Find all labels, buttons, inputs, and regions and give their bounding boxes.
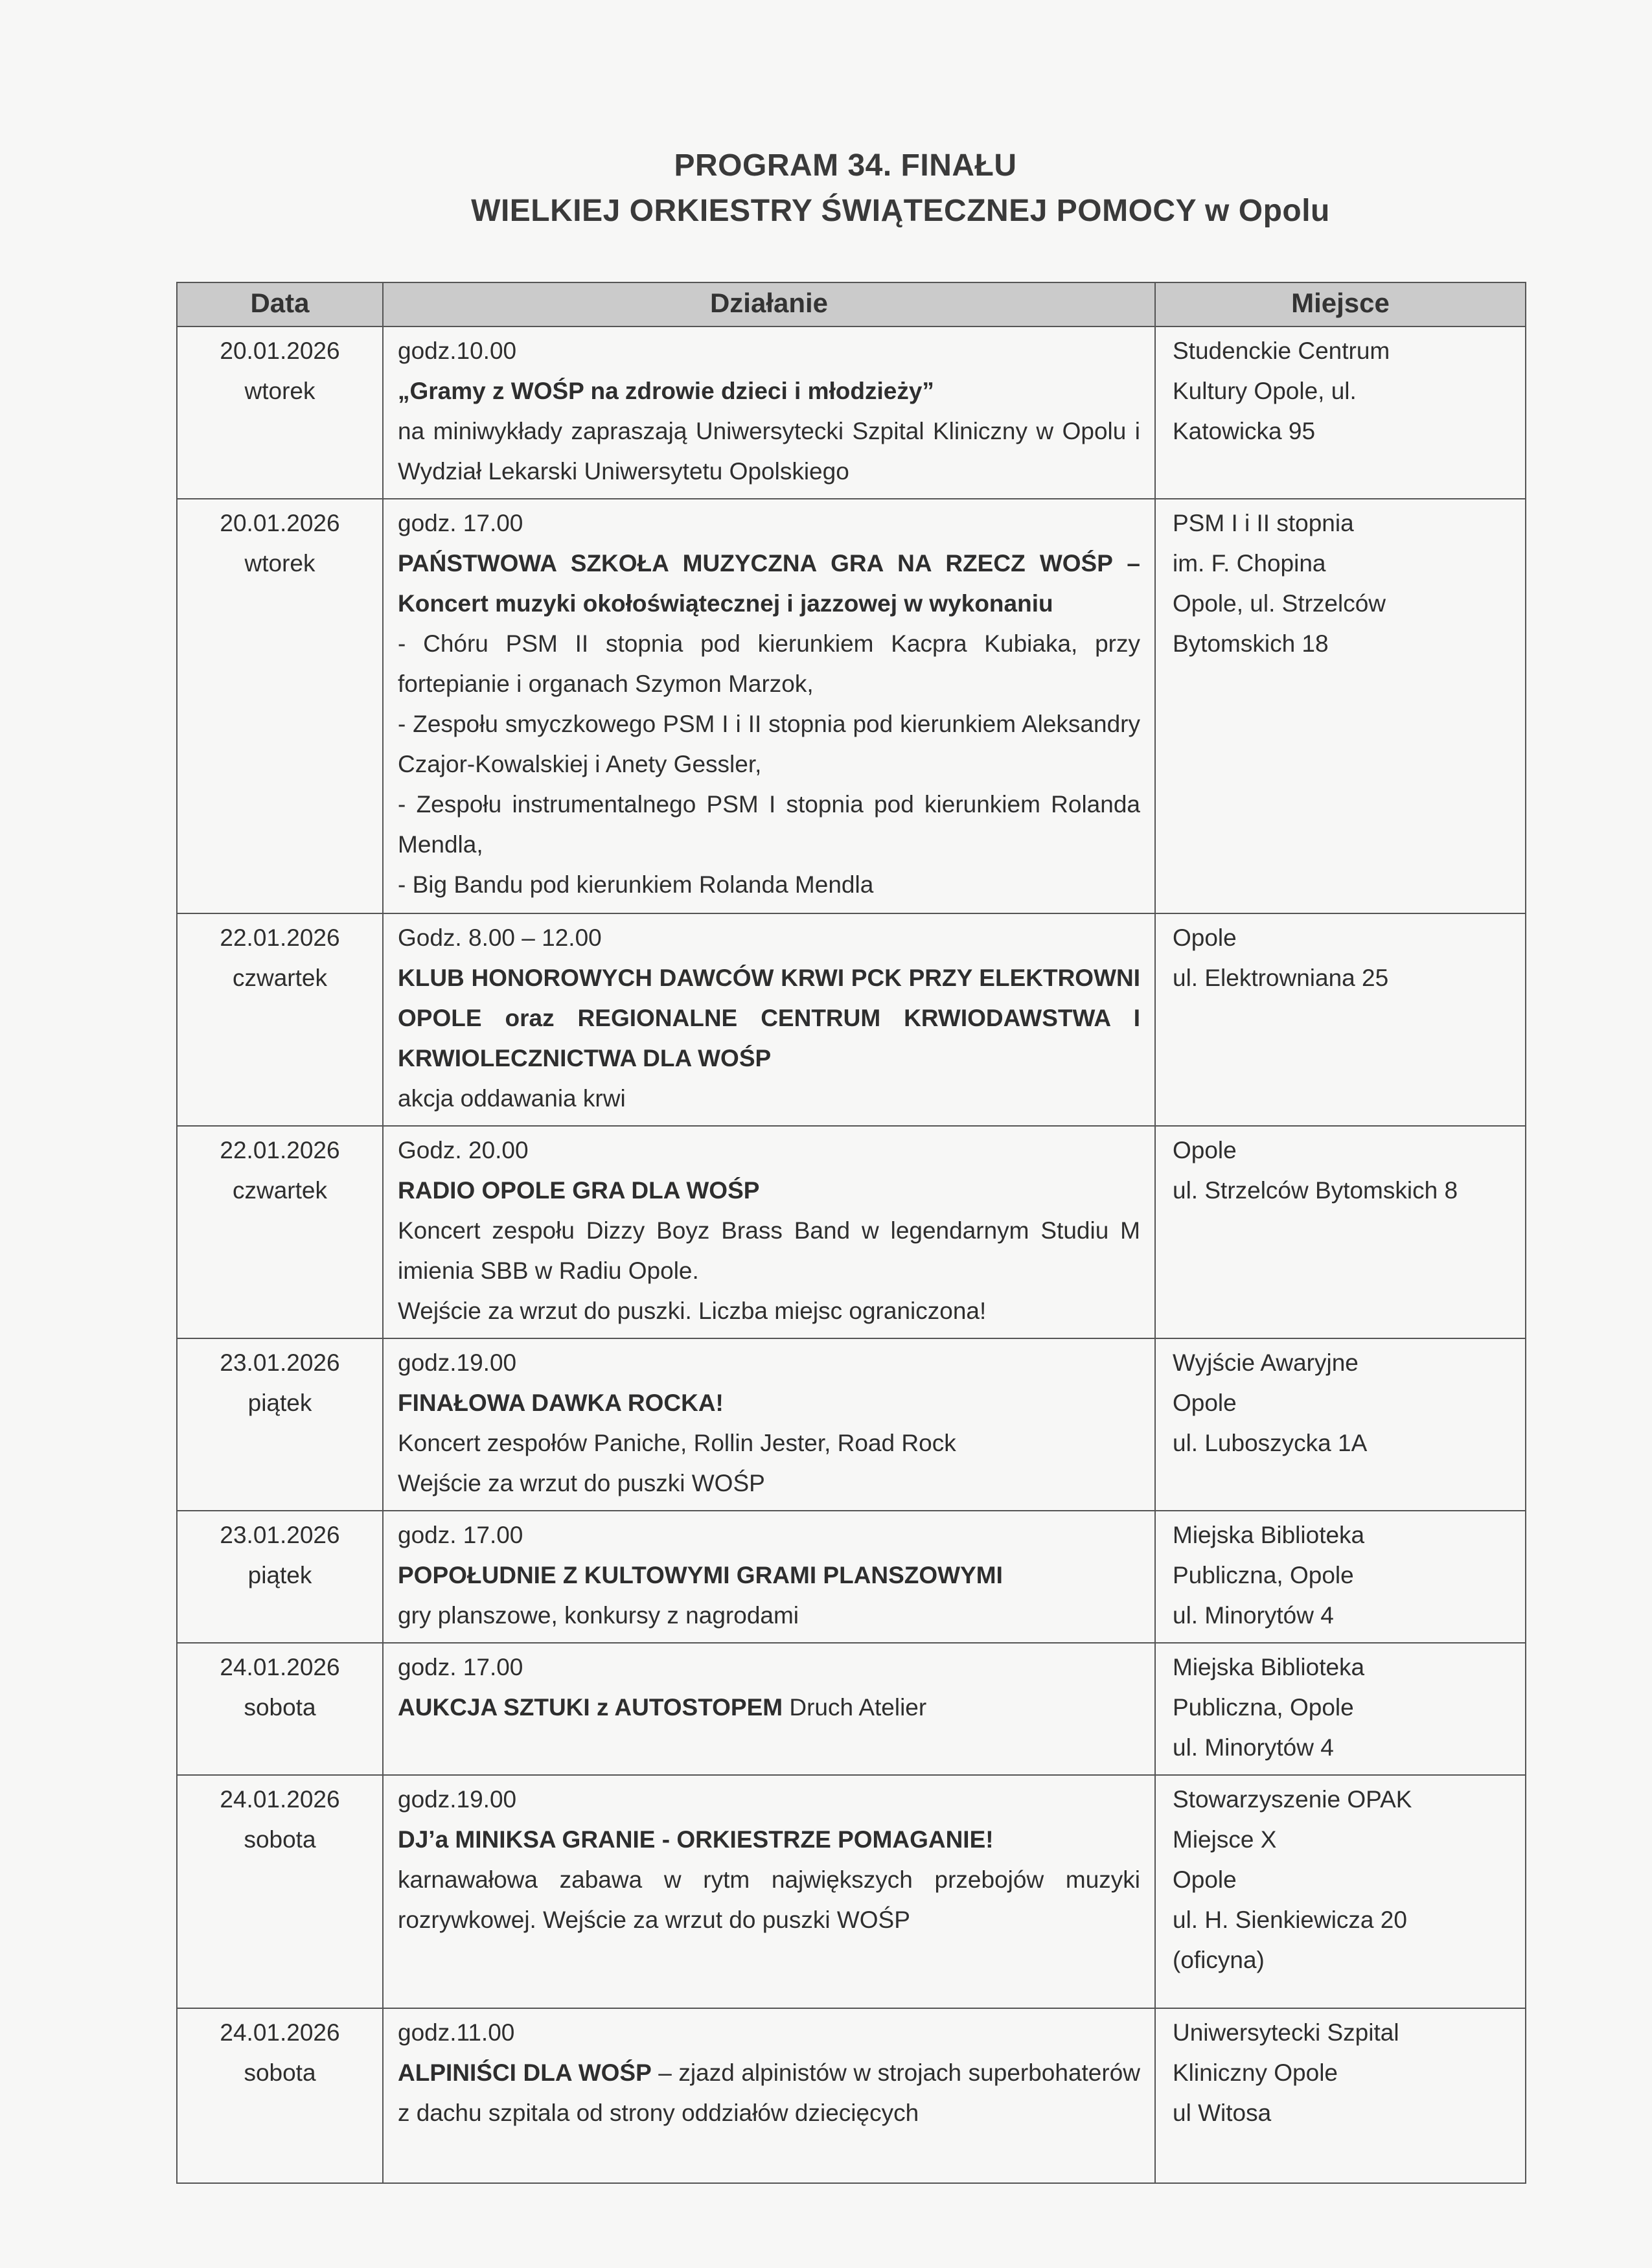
event-description-line: Wejście za wrzut do puszki. Liczba miejsc ograniczona! [398,1298,987,1324]
place-cell [1155,1643,1526,1775]
event-title: FINAŁOWA DAWKA ROCKA! [398,1390,724,1416]
date-cell [177,1643,383,1775]
table-row [177,913,1526,1126]
table-row [177,499,1526,913]
event-description-line: - Big Bandu pod kierunkiem Rolanda Mendla [398,871,874,898]
place-line: ul. Luboszycka 1A [1173,1430,1368,1456]
event-date: 23.01.2026 [220,1349,340,1376]
date-cell [177,1126,383,1338]
action-cell [383,499,1155,913]
date-cell [177,499,383,913]
event-description-line: na miniwykłady zapraszają Uniwersytecki Szpital Kliniczny w Opolu i Wydział Lekarski Uniwersytetu Opolskiego [398,418,1140,485]
place-line: ul. Elektrowniana 25 [1173,965,1389,991]
place-line: Uniwersytecki Szpital [1173,2019,1399,2046]
date-cell [177,2008,383,2183]
document-title-line-1: PROGRAM 34. FINAŁU [674,148,1017,183]
event-description-line: akcja oddawania krwi [398,1085,626,1112]
place-line: Miejska Biblioteka [1173,1654,1365,1680]
action-cell [383,1643,1155,1775]
place-cell [1155,913,1526,1126]
event-title: AUKCJA SZTUKI z AUTOSTOPEM [398,1694,783,1721]
date-cell [177,326,383,499]
event-time: godz.19.00 [398,1786,517,1813]
event-weekday: sobota [244,2059,316,2086]
table-row [177,1126,1526,1338]
program-table [176,282,1526,2184]
column-header-place: Miejsce [1155,282,1526,326]
event-weekday: wtorek [244,550,315,577]
event-title: ALPINIŚCI DLA WOŚP [398,2059,652,2086]
event-time: godz. 17.00 [398,1654,523,1680]
place-line: Publiczna, Opole [1173,1562,1354,1588]
event-time: Godz. 8.00 – 12.00 [398,924,602,951]
event-date: 23.01.2026 [220,1522,340,1548]
place-line: Wyjście Awaryjne [1173,1349,1359,1376]
place-line: Publiczna, Opole [1173,1694,1354,1721]
place-line: Opole [1173,1866,1237,1893]
table-row [177,1775,1526,2008]
document-title-line-2: WIELKIEJ ORKIESTRY ŚWIĄTECZNEJ POMOCY w Opolu [471,194,1330,228]
action-cell [383,1338,1155,1511]
event-title-suffix: – zjazd alpinistów w strojach superbohaterów z dachu szpitala od strony oddziałów dziecięcych [398,2059,1141,2126]
table-row [177,1643,1526,1775]
place-cell [1155,1126,1526,1338]
place-cell [1155,1511,1526,1643]
date-cell [177,913,383,1126]
event-time: Godz. 20.00 [398,1137,529,1163]
event-description-line: gry planszowe, konkursy z nagrodami [398,1602,799,1629]
event-weekday: sobota [244,1826,316,1853]
place-line: ul. H. Sienkiewicza 20 [1173,1907,1407,1933]
event-time: godz.11.00 [398,2019,515,2046]
event-date: 24.01.2026 [220,2019,340,2046]
place-line: Opole, ul. Strzelców [1173,590,1386,617]
event-title: PAŃSTWOWA SZKOŁA MUZYCZNA GRA NA RZECZ WOŚP – Koncert muzyki okołoświątecznej i jazzowej w wykonaniu [398,550,1140,617]
event-description-line: - Chóru PSM II stopnia pod kierunkiem Kacpra Kubiaka, przy fortepianie i organach Szymon Marzok, [398,630,1140,697]
event-weekday: sobota [244,1694,316,1721]
place-cell [1155,1338,1526,1511]
event-description-line: Wejście za wrzut do puszki WOŚP [398,1470,765,1496]
event-date: 20.01.2026 [220,510,340,536]
place-line: Opole [1173,924,1237,951]
event-description-line: - Zespołu instrumentalnego PSM I stopnia pod kierunkiem Rolanda Mendla, [398,791,1140,858]
event-description-line: karnawałowa zabawa w rytm największych przebojów muzyki rozrywkowej. Wejście za wrzut do puszki WOŚP [398,1866,1140,1933]
place-line: Opole [1173,1137,1237,1163]
event-weekday: czwartek [233,965,327,991]
column-header-date: Data [177,282,383,326]
place-line: im. F. Chopina [1173,550,1326,577]
place-cell [1155,326,1526,499]
event-time: godz.10.00 [398,338,517,364]
place-line: Opole [1173,1390,1237,1416]
place-line: Miejska Biblioteka [1173,1522,1365,1548]
event-description-line: Koncert zespołu Dizzy Boyz Brass Band w legendarnym Studiu M imienia SBB w Radiu Opole. [398,1217,1140,1284]
event-weekday: piątek [247,1390,312,1416]
event-description-line: - Zespołu smyczkowego PSM I i II stopnia pod kierunkiem Aleksandry Czajor-Kowalskiej i Anety Gessler, [398,711,1140,777]
place-line: Katowicka 95 [1173,418,1316,444]
action-cell [383,1126,1155,1338]
place-cell [1155,1775,1526,2008]
event-weekday: wtorek [244,378,315,404]
action-cell [383,326,1155,499]
place-line: PSM I i II stopnia [1173,510,1354,536]
event-date: 22.01.2026 [220,1137,340,1163]
place-line: Bytomskich 18 [1173,630,1329,657]
event-weekday: piątek [247,1562,312,1588]
action-cell [383,1511,1155,1643]
place-line: ul. Minorytów 4 [1173,1602,1334,1629]
column-header-action: Działanie [383,282,1155,326]
event-title-suffix: Druch Atelier [783,1694,927,1721]
place-cell [1155,2008,1526,2183]
event-title: POPOŁUDNIE Z KULTOWYMI GRAMI PLANSZOWYMI [398,1562,1003,1588]
place-line: Miejsce X [1173,1826,1277,1853]
event-date: 22.01.2026 [220,924,340,951]
place-line: ul. Minorytów 4 [1173,1734,1334,1761]
place-line: Studenckie Centrum [1173,338,1390,364]
table-row [177,326,1526,499]
action-cell [383,913,1155,1126]
event-time: godz. 17.00 [398,510,523,536]
place-line: Kultury Opole, ul. [1173,378,1357,404]
place-line: Stowarzyszenie OPAK [1173,1786,1412,1813]
table-row [177,1338,1526,1511]
event-title: RADIO OPOLE GRA DLA WOŚP [398,1177,760,1204]
date-cell [177,1775,383,2008]
date-cell [177,1338,383,1511]
place-line: ul. Strzelców Bytomskich 8 [1173,1177,1458,1204]
event-date: 24.01.2026 [220,1654,340,1680]
action-cell [383,2008,1155,2183]
place-cell [1155,499,1526,913]
table-row [177,1511,1526,1643]
event-date: 20.01.2026 [220,338,340,364]
table-header-row [177,282,1526,326]
event-title: KLUB HONOROWYCH DAWCÓW KRWI PCK PRZY ELEKTROWNI OPOLE oraz REGIONALNE CENTRUM KRWIODAWSTWA I KRWIOLECZNICTWA DLA WOŚP [398,965,1140,1071]
event-description-line: Koncert zespołów Paniche, Rollin Jester, Road Rock [398,1430,956,1456]
date-cell [177,1511,383,1643]
action-cell [383,1775,1155,2008]
event-weekday: czwartek [233,1177,327,1204]
place-line: Kliniczny Opole [1173,2059,1338,2086]
place-line: ul Witosa [1173,2100,1272,2126]
event-time: godz. 17.00 [398,1522,523,1548]
event-date: 24.01.2026 [220,1786,340,1813]
table-row [177,2008,1526,2183]
place-line: (oficyna) [1173,1947,1265,1973]
event-title: DJ’a MINIKSA GRANIE - ORKIESTRZE POMAGANIE! [398,1826,994,1853]
event-time: godz.19.00 [398,1349,517,1376]
event-title: „Gramy z WOŚP na zdrowie dzieci i młodzieży” [398,378,934,404]
